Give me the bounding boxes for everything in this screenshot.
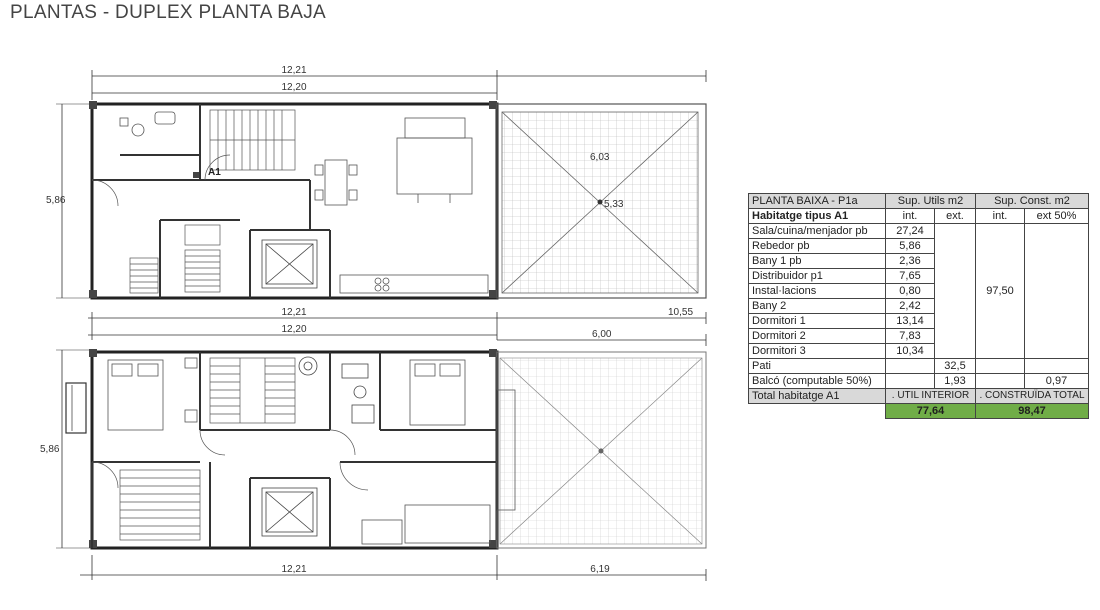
table-subheader-ext: ext. bbox=[935, 209, 976, 224]
balco-label: Balcó (computable 50%) bbox=[749, 374, 886, 389]
table-header-sup-const: Sup. Const. m2 bbox=[976, 194, 1089, 209]
pati-ext-area: 32,5 bbox=[935, 359, 976, 374]
ground-top-inner-dimension: 12,20 bbox=[281, 82, 307, 93]
table-header-title: PLANTA BAIXA - P1a bbox=[749, 194, 886, 209]
room-int-area: 5,86 bbox=[886, 239, 935, 254]
table-header-sup-utils: Sup. Utils m2 bbox=[886, 194, 976, 209]
room-name: Bany 1 pb bbox=[749, 254, 886, 269]
table-header-row bbox=[749, 194, 1089, 209]
table-row-pati bbox=[749, 359, 1089, 374]
table-subheader-int: int. bbox=[886, 209, 935, 224]
room-name: Rebedor pb bbox=[749, 239, 886, 254]
room-int-area: 2,42 bbox=[886, 299, 935, 314]
room-int-area: 7,83 bbox=[886, 329, 935, 344]
upper-bottom-left-dimension: 12,21 bbox=[281, 564, 307, 575]
table-total-values-row bbox=[749, 404, 1089, 419]
upper-terrace-width-dimension: 6,00 bbox=[592, 329, 612, 340]
table-subheader-row bbox=[749, 209, 1089, 224]
room-name: Distribuidor p1 bbox=[749, 269, 886, 284]
room-int-area: 2,36 bbox=[886, 254, 935, 269]
ground-floor-plan bbox=[46, 65, 706, 340]
rooms-ext50-empty bbox=[1025, 224, 1089, 359]
table-total-row bbox=[749, 389, 1089, 404]
constructed-int-area: 97,50 bbox=[976, 224, 1025, 359]
ground-terrace-depth-dimension: 5,33 bbox=[604, 199, 624, 210]
room-name: Dormitori 1 bbox=[749, 314, 886, 329]
ground-top-outer-dimension: 12,21 bbox=[281, 65, 307, 76]
ground-bottom-right-dimension: 10,55 bbox=[668, 307, 694, 318]
room-int-area: 10,34 bbox=[886, 344, 935, 359]
ground-bottom-inner-dimension: 12,20 bbox=[281, 324, 307, 335]
upper-outer-walls bbox=[92, 352, 497, 548]
room-name: Sala/cuina/menjador pb bbox=[749, 224, 886, 239]
room-name: Instal·lacions bbox=[749, 284, 886, 299]
ground-top-dimensions bbox=[92, 70, 706, 100]
upper-floor-plan bbox=[40, 329, 706, 581]
ground-outer-walls bbox=[92, 104, 497, 298]
total-label: Total habitatge A1 bbox=[749, 389, 886, 404]
table-subheader-title: Habitatge tipus A1 bbox=[749, 209, 886, 224]
table-subheader-ext50: ext 50% bbox=[1025, 209, 1089, 224]
room-name: Dormitori 2 bbox=[749, 329, 886, 344]
balco-ext50-area: 0,97 bbox=[1025, 374, 1089, 389]
total-util-label: . UTIL INTERIOR bbox=[886, 389, 976, 404]
room-int-area: 13,14 bbox=[886, 314, 935, 329]
upper-bottom-right-dimension: 6,19 bbox=[590, 564, 610, 575]
total-const-label: . CONSTRUÏDA TOTAL bbox=[976, 389, 1089, 404]
room-name: Dormitori 3 bbox=[749, 344, 886, 359]
rooms-ext-empty bbox=[935, 224, 976, 359]
page-title: PLANTAS - DUPLEX PLANTA BAJA bbox=[10, 2, 327, 23]
total-const-value: 98,47 bbox=[976, 404, 1089, 419]
ground-unit-label: A1 bbox=[208, 167, 221, 178]
room-name: Bany 2 bbox=[749, 299, 886, 314]
upper-left-height-dimension: 5,86 bbox=[40, 444, 60, 455]
pati-label: Pati bbox=[749, 359, 886, 374]
room-int-area: 7,65 bbox=[886, 269, 935, 284]
ground-bottom-outer-dimension: 12,21 bbox=[281, 307, 307, 318]
table-row bbox=[749, 224, 1089, 239]
table-row-balco bbox=[749, 374, 1089, 389]
table-subheader-int-const: int. bbox=[976, 209, 1025, 224]
balco-ext-area: 1,93 bbox=[935, 374, 976, 389]
total-util-value: 77,64 bbox=[886, 404, 976, 419]
room-int-area: 27,24 bbox=[886, 224, 935, 239]
area-table bbox=[748, 193, 1089, 419]
upper-balcony bbox=[66, 383, 86, 433]
room-int-area: 0,80 bbox=[886, 284, 935, 299]
ground-left-height-dimension: 5,86 bbox=[46, 195, 66, 206]
ground-terrace-width-dimension: 6,03 bbox=[590, 152, 610, 163]
